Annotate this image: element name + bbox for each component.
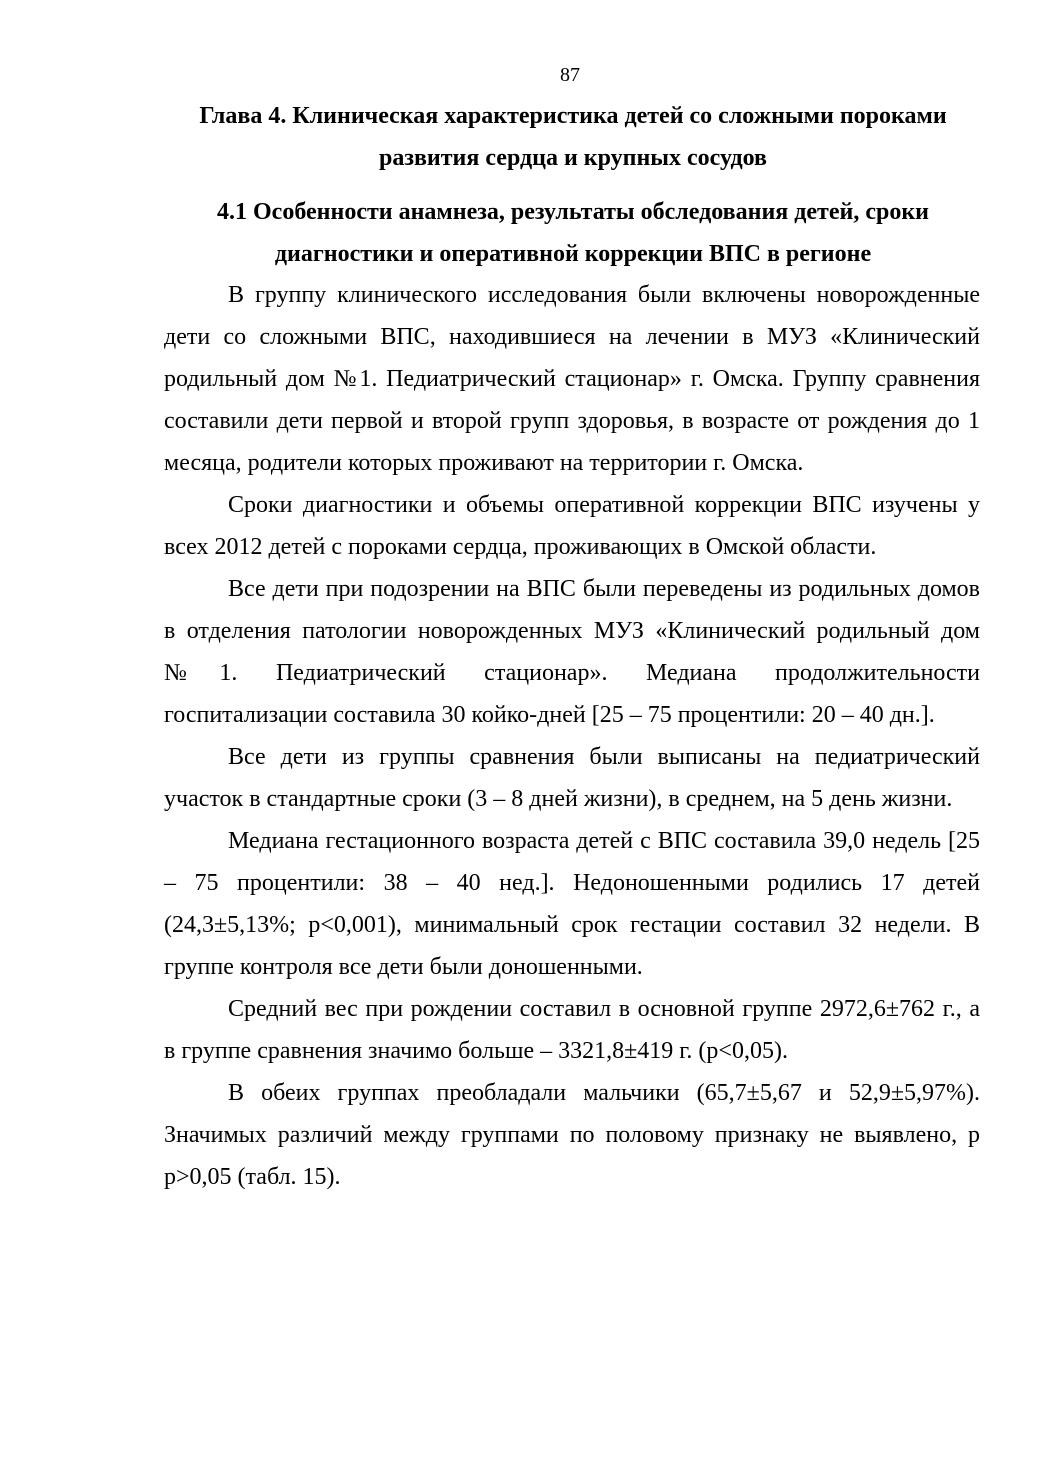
paragraph: Сроки диагностики и объемы оперативной коррекции ВПС изучены у всех 2012 детей с пороками сердца, проживающих в Омской области. xyxy=(164,492,980,560)
paragraph: Средний вес при рождении составил в основной группе 2972,6±762 г., а в группе сравнения значимо больше – 3321,8±419 г. (p<0,05). xyxy=(164,996,980,1064)
body-text xyxy=(164,274,980,1198)
paragraph: Все дети при подозрении на ВПС были переведены из родильных домов в отделения патологии новорожденных МУЗ «Клинический родильный дом №1. Педиатрический стационар». Медиана продолжительности госпитализации составила 30 койко-дней [25 – 75 процентили: 20 – 40 дн.]. xyxy=(164,576,980,728)
paragraph: В обеих группах преобладали мальчики (65,7±5,67 и 52,9±5,97%). Значимых различий между группами по половому признаку не выявлено, р p>0,05 (табл. 15). xyxy=(164,1080,980,1190)
paragraph: Все дети из группы сравнения были выписаны на педиатрический участок в стандартные сроки (3 – 8 дней жизни), в среднем, на 5 день жизни. xyxy=(164,744,980,812)
chapter-title: Глава 4. Клиническая характеристика детей со сложными пороками развития сердца и крупных сосудов xyxy=(199,103,947,171)
paragraph: В группу клинического исследования были включены новорожденные дети со сложными ВПС, находившиеся на лечении в МУЗ «Клинический родильный дом №1. Педиатрический стационар» г. Омска. Группу сравнения составили дети первой и второй групп здоровья, в возрасте от рождения до 1 месяца, родители которых проживают на территории г. Омска. xyxy=(164,282,980,476)
section-title: 4.1 Особенности анамнеза, результаты обследования детей, сроки диагностики и оперативной коррекции ВПС в регионе xyxy=(217,199,929,267)
page-number: 87 xyxy=(560,64,580,86)
paragraph: Медиана гестационного возраста детей с ВПС составила 39,0 недель [25 – 75 процентили: 38 – 40 нед.]. Недоношенными родились 17 детей (24,3±5,13%; p<0,001), минимальный срок гестации составил 32 недели. В группе контроля все дети были доношенными. xyxy=(164,828,980,980)
